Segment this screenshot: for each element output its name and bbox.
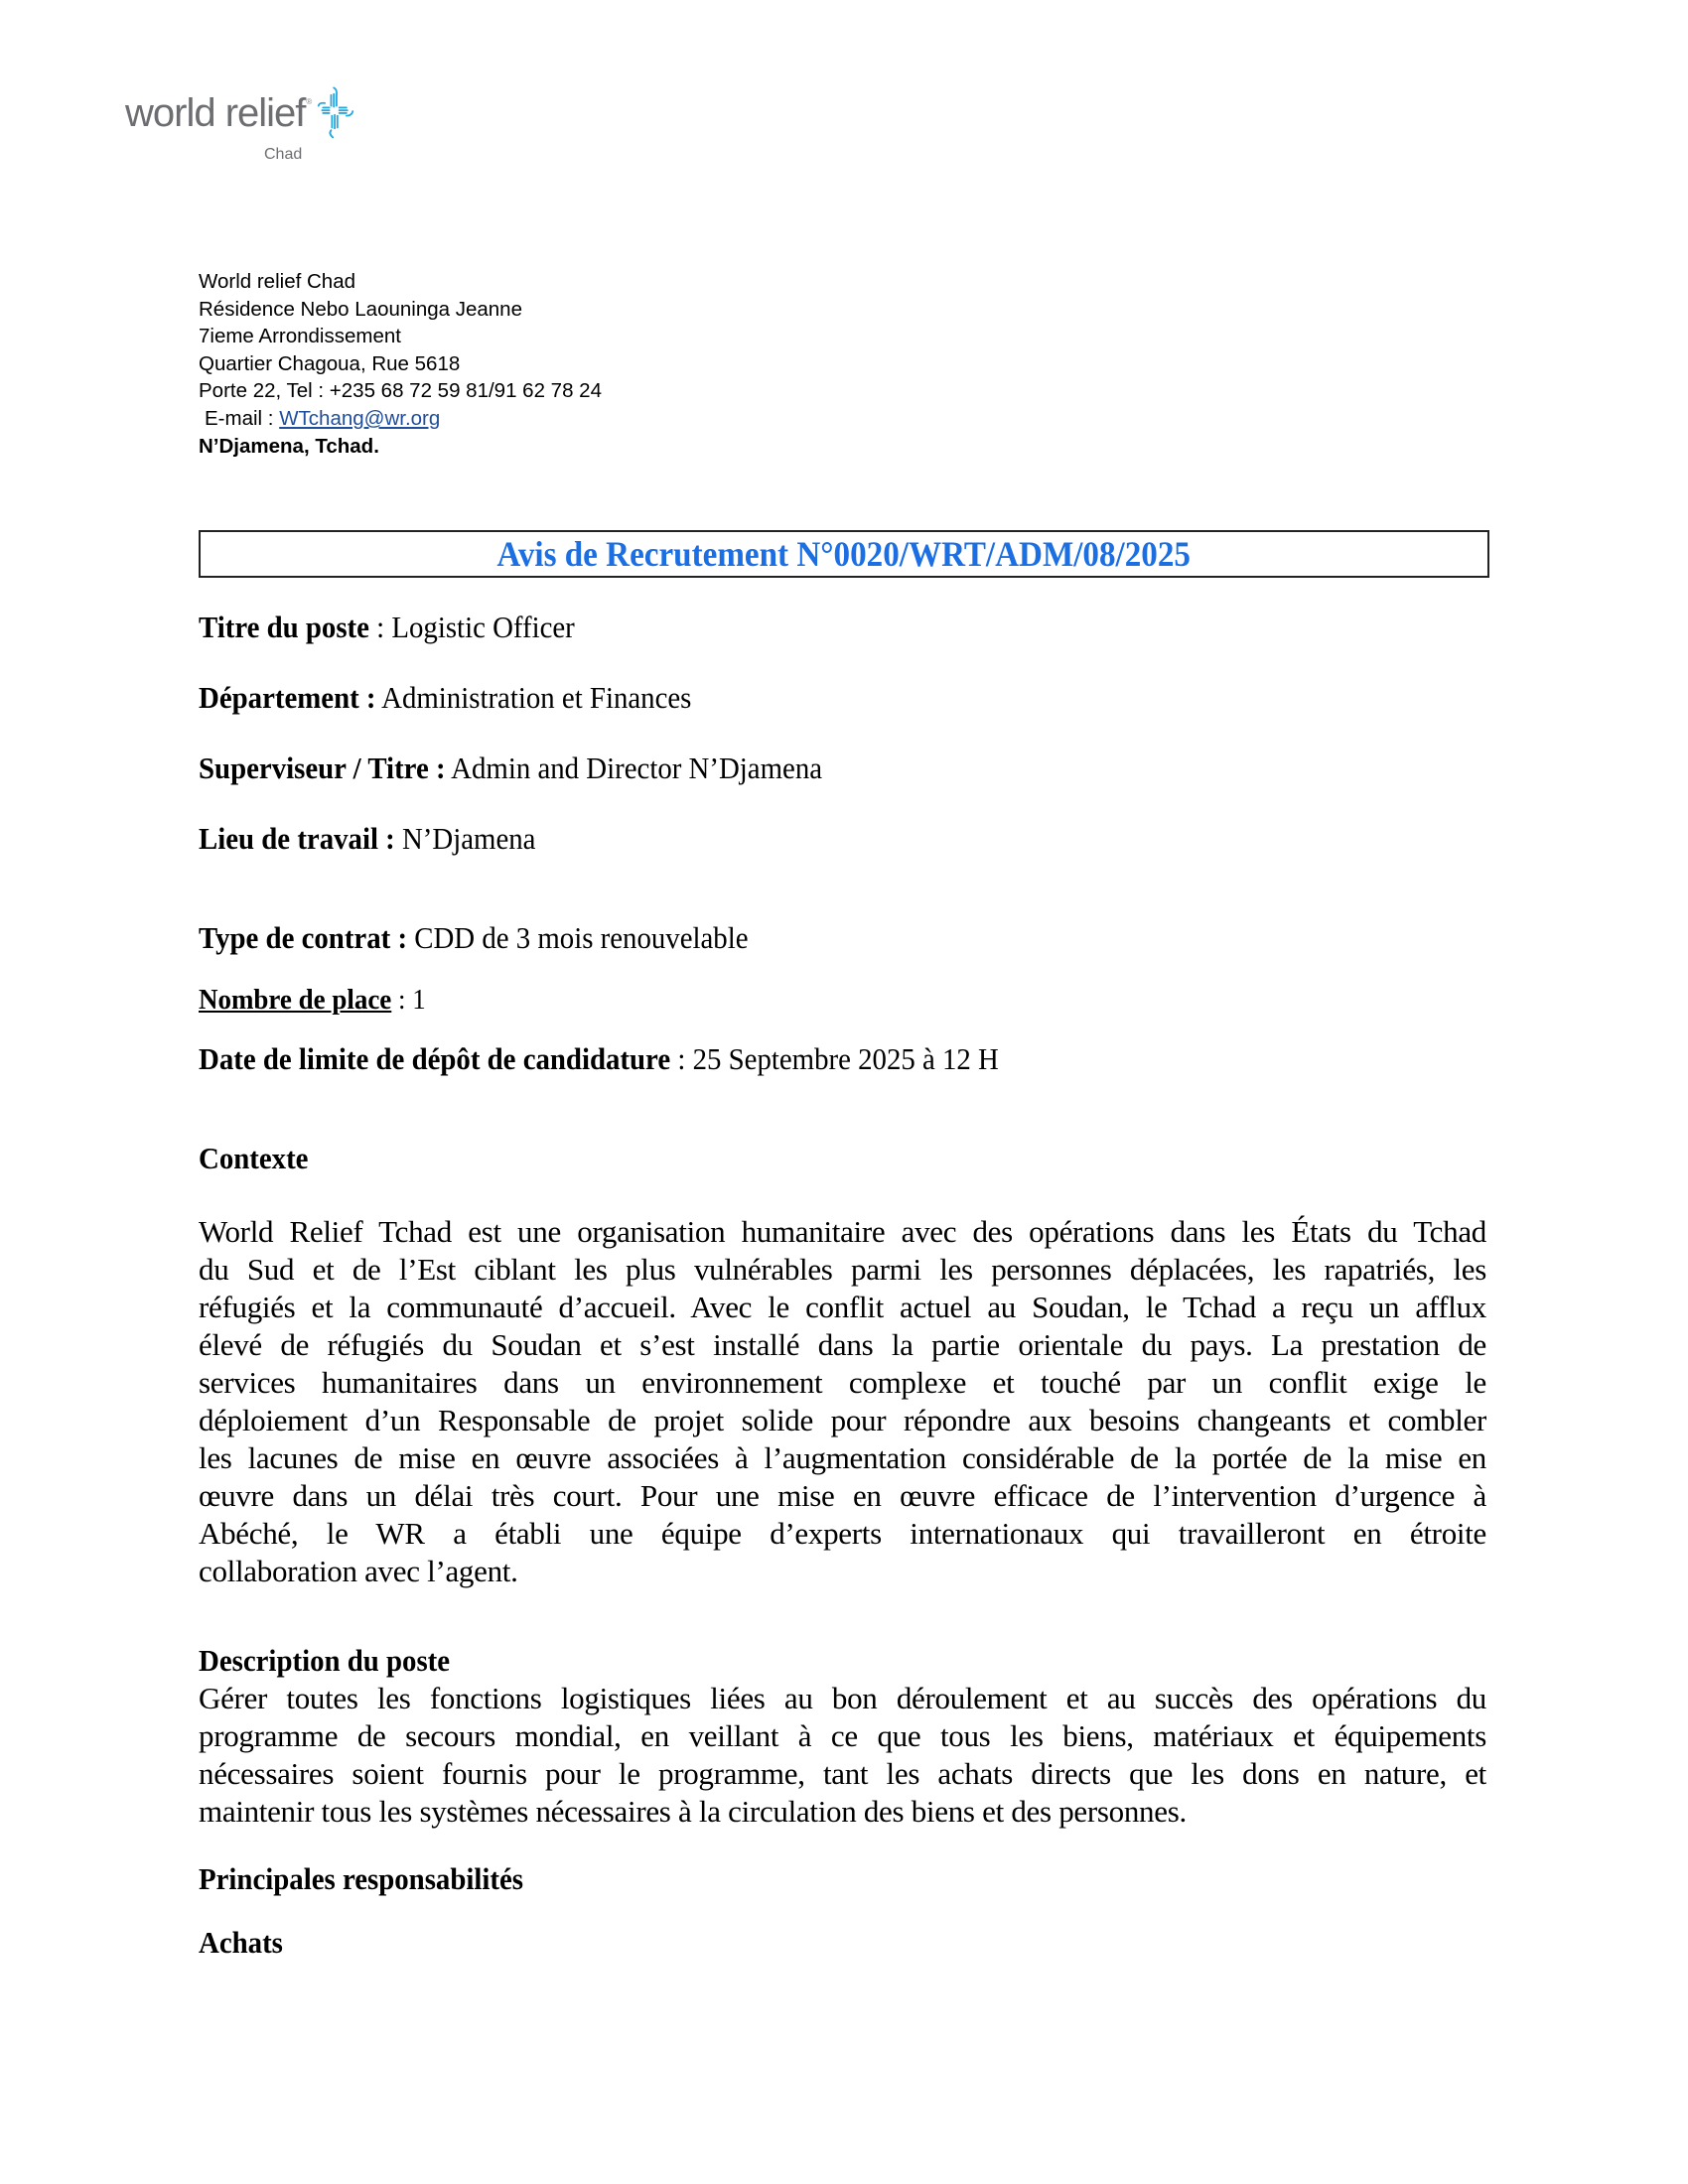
paragraph-line [199, 1553, 1486, 1590]
logo-row [125, 83, 355, 143]
field-department [199, 680, 691, 716]
field-value: 25 Septembre 2025 à 12 H [692, 1041, 999, 1076]
address-quarter: Quartier Chagoua, Rue 5618 [199, 351, 461, 375]
paragraph-line [199, 1717, 1486, 1755]
email-link[interactable]: WTchang@wr.org [279, 406, 441, 430]
section-heading-responsibilities: Principales responsabilités [199, 1861, 524, 1896]
paragraph-line [199, 1477, 1486, 1515]
logo-brand-text: world relief [125, 91, 306, 135]
line-text: Abéché, le WR a établi une équipe d’experts internationaux qui travailleront en étroite [199, 1516, 1486, 1551]
field-label: Lieu de travail : [199, 821, 395, 856]
context-paragraph [199, 1213, 1486, 1590]
field-label: Date de limite de dépôt de candidature [199, 1041, 671, 1076]
field-contract-type [199, 920, 749, 956]
paragraph-line [199, 1402, 1486, 1439]
section-heading-description: Description du poste [199, 1643, 451, 1678]
line-text: World Relief Tchad est une organisation humanitaire avec des opérations dans les États du Tchad [199, 1214, 1486, 1249]
logo-subtitle: Chad [264, 146, 303, 163]
field-value: Logistic Officer [391, 610, 575, 644]
line-text: déploiement d’un Responsable de projet solide pour répondre aux besoins changeants et combler [199, 1403, 1486, 1437]
address-residence: Résidence Nebo Laouninga Jeanne [199, 297, 522, 321]
paragraph-line [199, 1680, 1486, 1717]
field-job-title [199, 610, 575, 645]
line-text: services humanitaires dans un environnement complexe et touché par un conflit exige le [199, 1365, 1486, 1400]
paragraph-line [199, 1515, 1486, 1553]
recruitment-title: Avis de Recrutement N°0020/WRT/ADM/08/2025 [496, 534, 1192, 574]
email-label: E-mail : [205, 406, 280, 430]
section-heading-context: Contexte [199, 1141, 309, 1175]
address-email-line [199, 405, 602, 433]
address-org: World relief Chad [199, 270, 355, 293]
subsection-heading-purchasing: Achats [199, 1925, 283, 1960]
paragraph-line [199, 1326, 1486, 1364]
field-separator: : [391, 984, 413, 1016]
paragraph-line [199, 1251, 1486, 1289]
field-label: Type de contrat : [199, 920, 408, 955]
world-relief-logo [125, 83, 423, 173]
logo-registered-mark: ® [306, 97, 313, 106]
line-text: Gérer toutes les fonctions logistiques liées au bon déroulement et au succès des opérations du [199, 1681, 1486, 1715]
line-text: du Sud et de l’Est ciblant les plus vulnérables parmi les personnes déplacées, les rapatriés, les [199, 1252, 1486, 1287]
recruitment-title-box [199, 530, 1489, 578]
world-relief-cross-icon [316, 83, 355, 141]
address-district: 7ieme Arrondissement [199, 325, 401, 348]
field-label: Superviseur / Titre : [199, 751, 446, 785]
address-door-phone: Porte 22, Tel : +235 68 72 59 81/91 62 78 24 [199, 379, 602, 403]
field-deadline [199, 1041, 999, 1077]
line-text: programme de secours mondial, en veillant à ce que tous les biens, matériaux et équipements [199, 1718, 1486, 1753]
description-paragraph [199, 1680, 1486, 1831]
paragraph-line [199, 1289, 1486, 1326]
field-value: CDD de 3 mois renouvelable [407, 920, 749, 955]
field-label: Titre du poste [199, 610, 369, 644]
paragraph-line [199, 1213, 1486, 1251]
field-value: Admin and Director N’Djamena [445, 751, 823, 785]
address-block [199, 268, 602, 460]
paragraph-line [199, 1439, 1486, 1477]
field-workplace [199, 821, 535, 857]
field-separator: : [368, 610, 392, 644]
field-value: N’Djamena [394, 821, 536, 856]
field-number-of-positions [199, 982, 426, 1018]
field-value: 1 [412, 984, 426, 1016]
field-value: Administration et Finances [375, 680, 692, 715]
line-text: les lacunes de mise en œuvre associées à l’augmentation considérable de la portée de la mise en [199, 1440, 1486, 1475]
paragraph-line [199, 1364, 1486, 1402]
line-text: réfugiés et la communauté d’accueil. Avec le conflit actuel au Soudan, le Tchad a reçu un afflux [199, 1290, 1486, 1324]
line-text: élevé de réfugiés du Soudan et s’est installé dans la partie orientale du pays. La prestation de [199, 1327, 1486, 1362]
line-text: maintenir tous les systèmes nécessaires à la circulation des biens et des personnes. [199, 1794, 1187, 1829]
address-city: N’Djamena, Tchad. [199, 434, 379, 458]
field-supervisor [199, 751, 822, 786]
field-label: Nombre de place [199, 984, 392, 1016]
paragraph-line [199, 1793, 1486, 1831]
line-text: nécessaires soient fournis pour le programme, tant les achats directs que les dons en nature, et [199, 1756, 1486, 1791]
paragraph-line [199, 1755, 1486, 1793]
line-text: œuvre dans un délai très court. Pour une mise en œuvre efficace de l’intervention d’urgence à [199, 1478, 1486, 1513]
field-separator: : [670, 1041, 693, 1076]
line-text: collaboration avec l’agent. [199, 1554, 518, 1588]
field-label: Département : [199, 680, 376, 715]
